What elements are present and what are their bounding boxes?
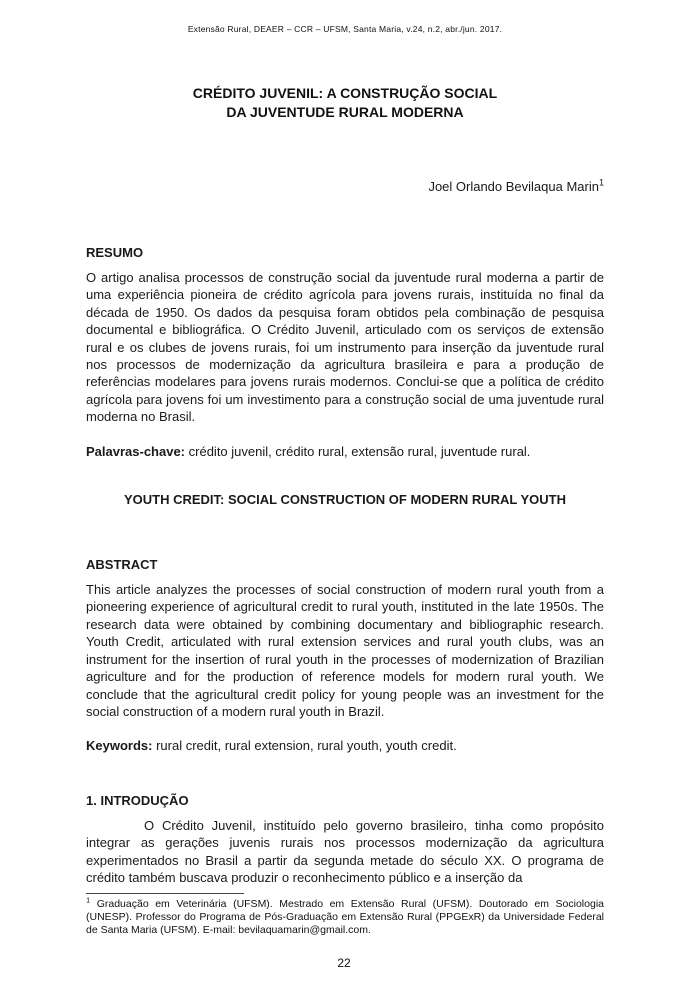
english-title: YOUTH CREDIT: SOCIAL CONSTRUCTION OF MODERN RURAL YOUTH: [123, 492, 566, 508]
abstract-heading: ABSTRACT: [86, 557, 158, 573]
footnote-marker: 1: [86, 895, 91, 905]
palavras-chave-line: [86, 443, 604, 460]
palavras-chave-label: Palavras-chave:: [86, 443, 186, 459]
palavras-chave-text: crédito juvenil, crédito rural, extensão rural, juventude rural.: [188, 443, 531, 459]
footnote-rule: [86, 893, 244, 894]
author-name: Joel Orlando Bevilaqua Marin: [428, 179, 599, 194]
keywords-line: [86, 737, 604, 754]
resumo-paragraph: O artigo analisa processos de construção social da juventude rural moderna a partir de uma experiência pioneira de crédito agrícola para jovens rurais, instituída no final da década de 1950. Os dados da pesquisa foram obtidos pela combinação de pesquisa documental e bibliográfica. O Crédito Juvenil, articulado com os serviços de extensão rural e os clubes de jovens rurais, foi um instrumento para inserção da juventude rural nos processos de modernização da agricultura brasileira e para a produção de referências modelares para jovens rurais modernos. Conclui-se que a política de crédito agrícola para jovens foi um investimento para a construção social de uma juventude rural moderna no Brasil.: [86, 270, 604, 425]
abstract-paragraph: This article analyzes the processes of social construction of modern rural youth from a pioneering experience of agricultural credit to rural youth, instituted in the late 1950s. The research data were obtained by combining documentary and bibliographic research. Youth Credit, articulated with rural extension services and rural youth clubs, was an instrument for the insertion of rural youth in the processes of modernization of Brazilian agriculture and for the production of reference models for modern rural youth. We conclude that the agricultural credit policy for young people was an investment for the social construction of a modern rural youth in Brazil.: [86, 582, 604, 719]
article-title-line2: DA JUVENTUDE RURAL MODERNA: [226, 104, 464, 120]
article-title: [86, 84, 604, 122]
keywords-text: rural credit, rural extension, rural youth, youth credit.: [156, 738, 457, 754]
resumo-heading: RESUMO: [86, 245, 144, 260]
footnote-body: Graduação em Veterinária (UFSM). Mestrado em Extensão Rural (UFSM). Doutorado em Sociologia (UNESP). Professor do Programa de Pós-Graduação em Extensão Rural (PPGExR) da Universidade Federal de Santa Maria (UFSM). E-mail: bevilaquamarin@gmail.com.: [86, 898, 604, 937]
keywords-label: Keywords:: [86, 738, 153, 754]
journal-header: Extensão Rural, DEAER – CCR – UFSM, Santa Maria, v.24, n.2, abr./jun. 2017.: [187, 24, 503, 34]
introduction-paragraph: O Crédito Juvenil, instituído pelo governo brasileiro, tinha como propósito integrar as gerações juvenis rurais nos processos modernização da agricultura experimentados no Brasil a partir da segunda metade do século XX. O programa de crédito também buscava produzir o reconhecimento público e a inserção da: [86, 817, 604, 885]
author-line: [86, 178, 604, 195]
footnote-area: [86, 893, 604, 938]
introduction-heading: 1. INTRODUÇÃO: [86, 792, 189, 808]
author-footnote-ref: 1: [598, 177, 604, 188]
footnote-text: [86, 895, 604, 938]
page-number: 22: [337, 956, 351, 970]
article-title-line1: CRÉDITO JUVENIL: A CONSTRUÇÃO SOCIAL: [192, 85, 498, 101]
